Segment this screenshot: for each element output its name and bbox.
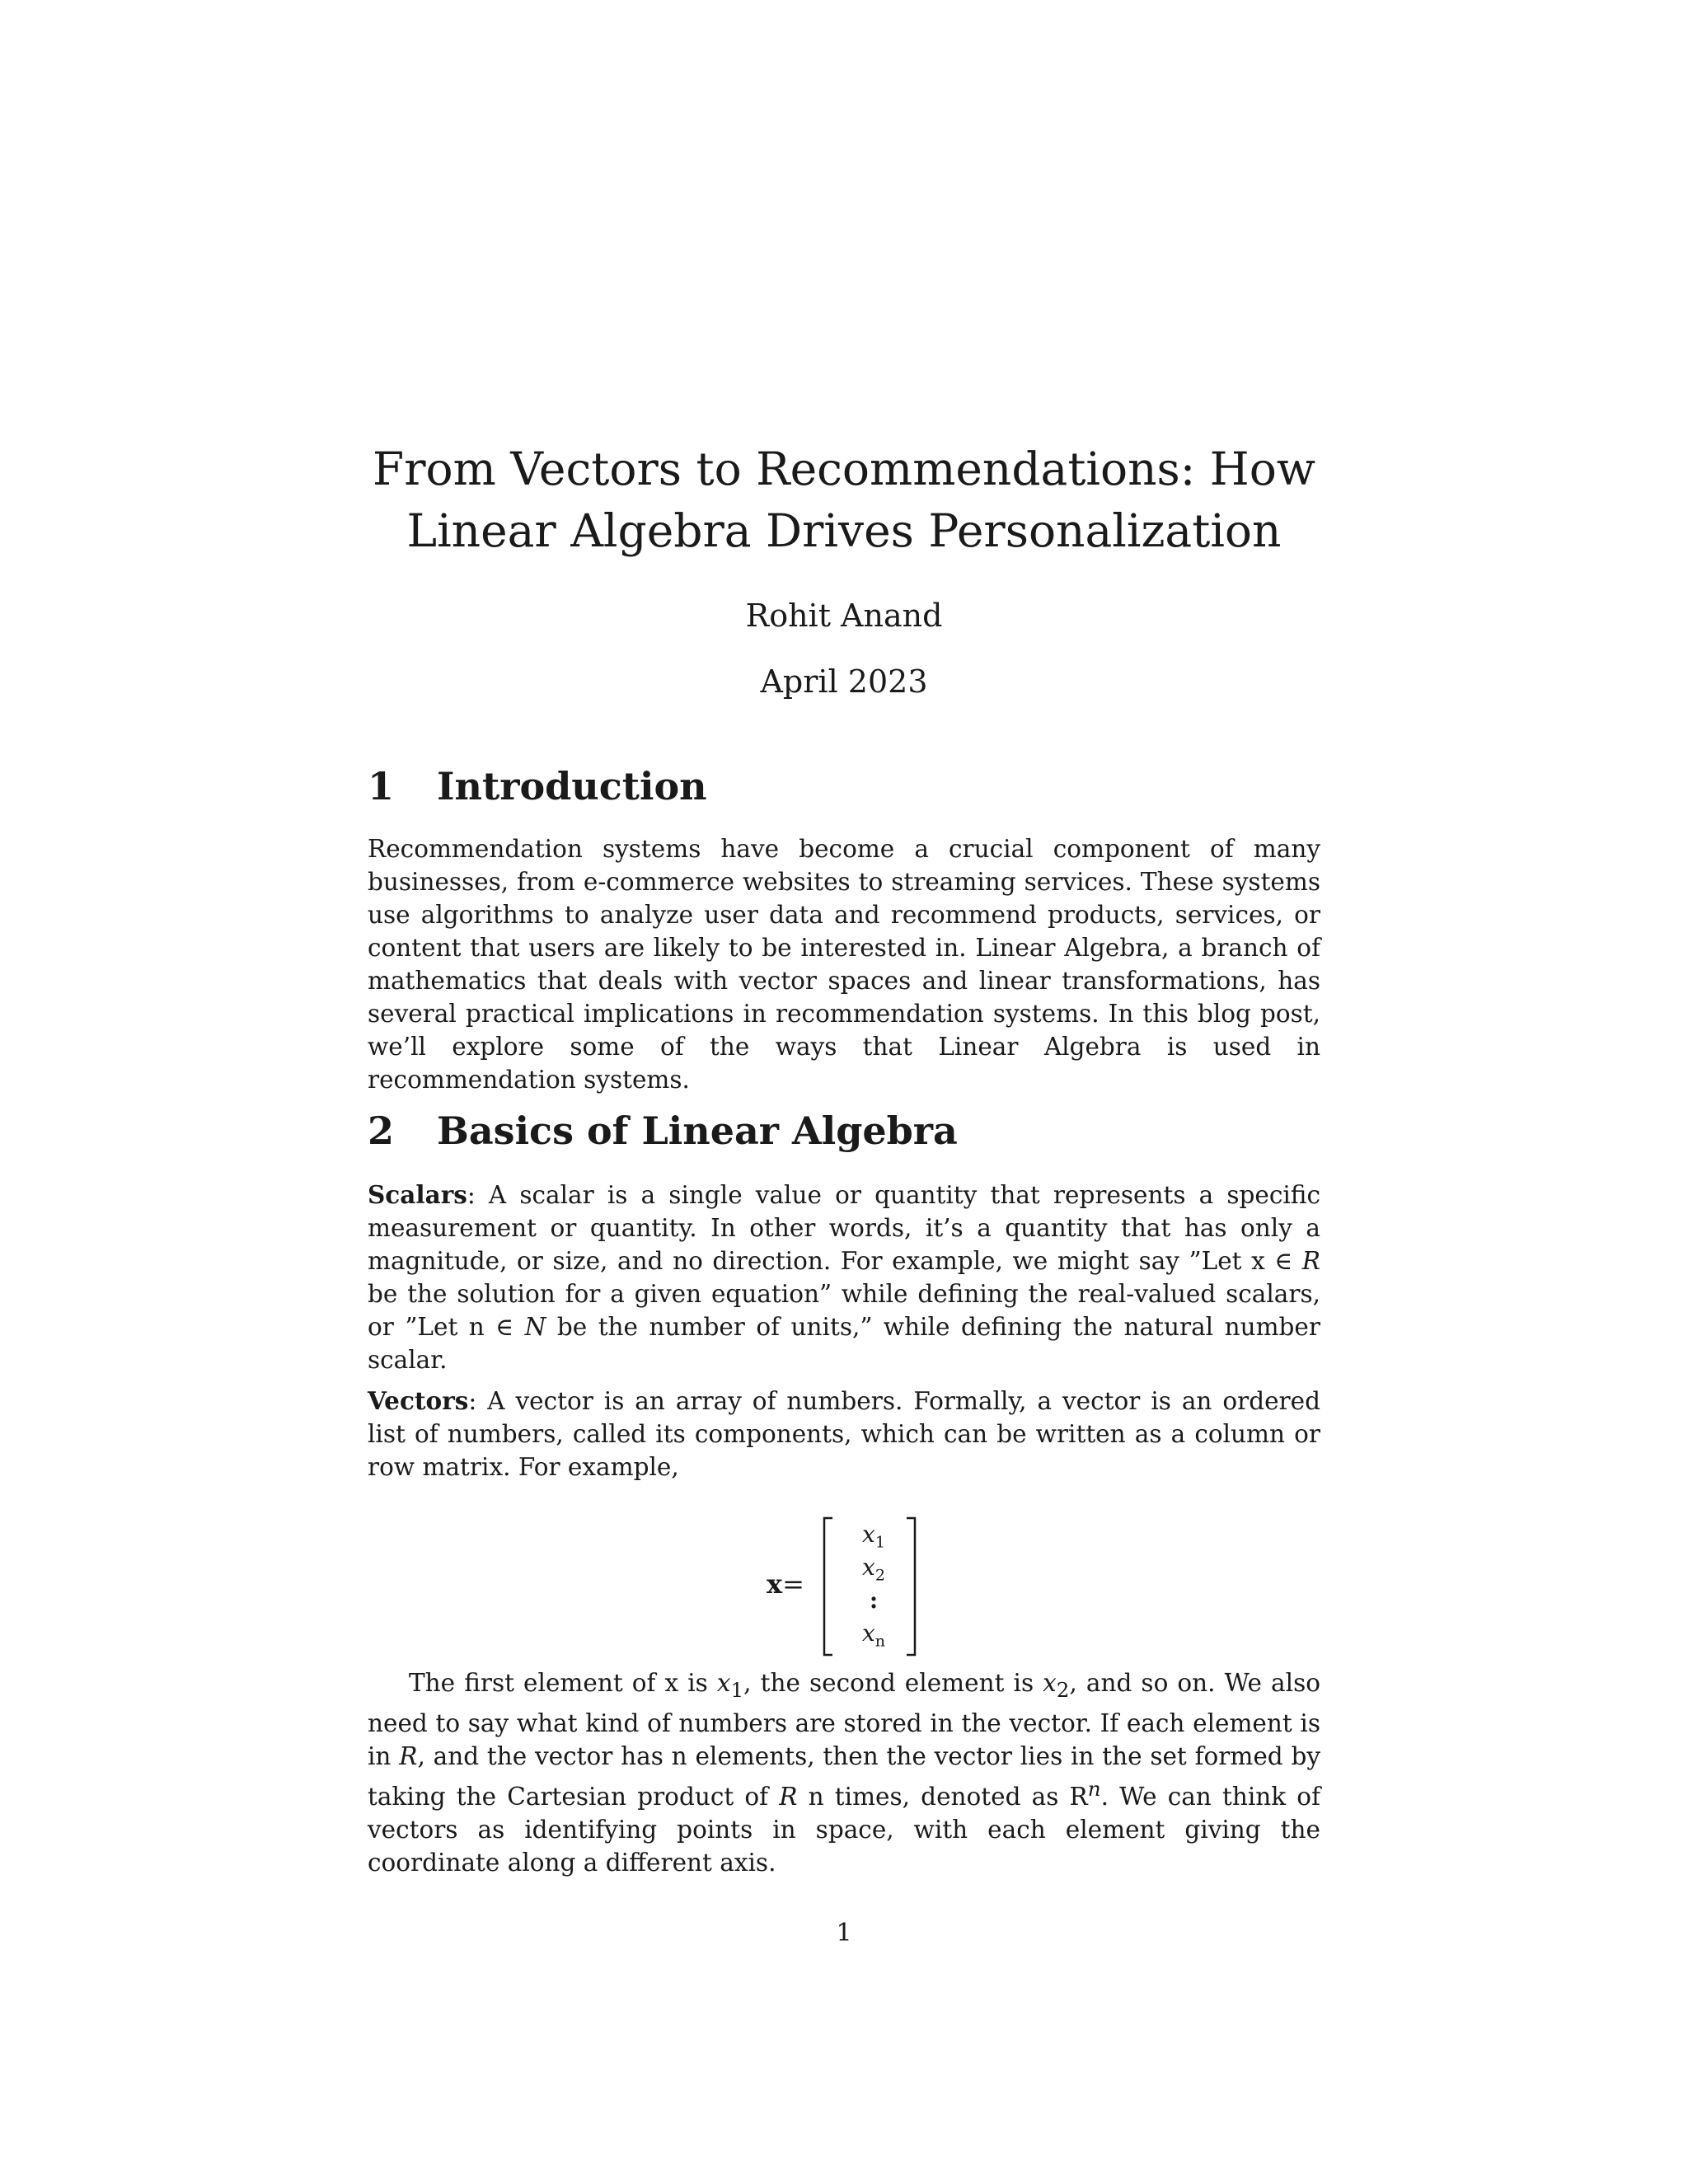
scalars-text-part-2: be the solution for a given equation” while defining the real-valued scalars, or ”Let n ∈ (368, 1280, 1320, 1341)
vector-symbol: x (767, 1568, 783, 1600)
vectors-paragraph (368, 1385, 1320, 1483)
real-set-symbol: R (1301, 1247, 1320, 1275)
section-heading-introduction (368, 762, 707, 811)
vector-entry-1: $x_1$ (862, 1521, 885, 1552)
section-heading-basics (368, 1106, 958, 1155)
vector-equation (767, 1515, 931, 1658)
scalars-paragraph (368, 1179, 1320, 1376)
scalars-text-part-3: be the number of units,” while defining the natural number scalar. (368, 1313, 1320, 1374)
vector-entry-n: $x_n$ (861, 1619, 886, 1651)
right-bracket (907, 1518, 915, 1655)
author-name: Rohit Anand (745, 598, 943, 634)
equals-sign: = (782, 1568, 804, 1600)
section-title: Introduction (437, 764, 707, 808)
scalars-term: Scalars (368, 1180, 467, 1209)
vectors-term: Vectors (368, 1386, 469, 1415)
publication-date: April 2023 (760, 663, 928, 700)
vector-entry-2: $x_2$ (862, 1554, 885, 1585)
section-number: 2 (368, 1108, 395, 1153)
natural-set-symbol: N (524, 1313, 546, 1341)
left-bracket (824, 1518, 832, 1655)
section-number: 1 (368, 764, 395, 808)
vector-explanation-paragraph: The first element of x is $x_1$, the second element is $x_2$, and so on. We also need to say what kind of numbers are stored in the vector. If each element is in R, and the vector has n elements, then the vector lies in the set formed by taking the Cartesian product of R n times, denoted as $R^n$. We can think of vectors as identifying points in space, with each element giving the coordinate along a different axis. (368, 1669, 1321, 1877)
vectors-text: : A vector is an array of numbers. Formally, a vector is an ordered list of numbers, called its components, which can be written as a column or row matrix. For example, (368, 1387, 1320, 1481)
introduction-paragraph: Recommendation systems have become a crucial component of many businesses, from e-commerce websites to streaming services. These systems use algorithms to analyze user data and recommend products, services, or content that users are likely to be interested in. Linear Algebra, a branch of mathematics that deals with vector spaces and linear transformations, has several practical implications in recommendation systems. In this blog post, we’ll explore some of the ways that Linear Algebra is used in recommendation systems. (368, 835, 1320, 1094)
vector-vertical-dots: : (869, 1586, 879, 1614)
page-number: 1 (836, 1919, 852, 1947)
scalars-text-part-1: : A scalar is a single value or quantity that represents a specific measurement or quantity. In other words, it’s a quantity that has only a magnitude, or size, and no direction. For example, we might say ”Let x ∈ (368, 1181, 1320, 1275)
section-title: Basics of Linear Algebra (437, 1108, 958, 1153)
paper-title: From Vectors to Recommendations: How Linear Algebra Drives Personalization (373, 443, 1315, 557)
